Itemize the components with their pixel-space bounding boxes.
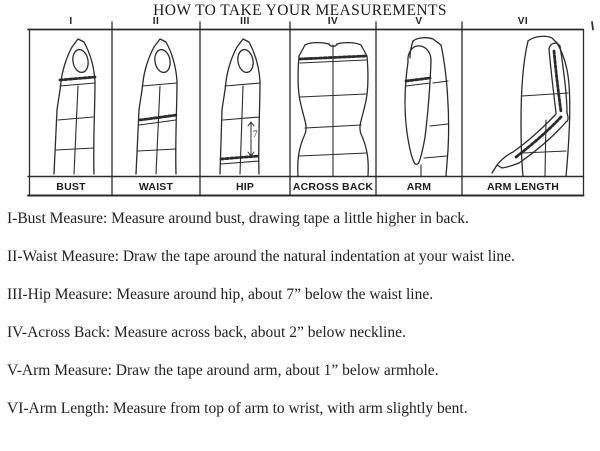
panel-numeral-1: I bbox=[69, 16, 73, 27]
figure-arm-length-icon bbox=[492, 36, 570, 176]
hand-shape bbox=[497, 152, 519, 168]
page-title: HOW TO TAKE YOUR MEASUREMENTS bbox=[153, 2, 447, 19]
seven-inch-arrow bbox=[248, 122, 254, 156]
instruction-across-back: IV-Across Back: Measure across back, about 2” below neckline. bbox=[7, 324, 406, 341]
panel-numeral-6: VI bbox=[517, 16, 529, 27]
instruction-arm: V-Arm Measure: Draw the tape around arm, about 1” below armhole. bbox=[7, 362, 439, 379]
bust-tape-line bbox=[60, 77, 95, 80]
panel-label-across-back: ACROSS BACK bbox=[292, 181, 374, 193]
seven-inch-annotation: 7 bbox=[253, 129, 258, 139]
panel-label-hip: HIP bbox=[235, 181, 255, 193]
figure-across-back-icon bbox=[298, 43, 368, 176]
panel-numeral-5: V bbox=[415, 16, 423, 27]
diagram-frame bbox=[28, 22, 593, 196]
figure-bust-icon bbox=[54, 39, 95, 174]
figure-waist-icon bbox=[136, 39, 177, 174]
measurement-diagram bbox=[0, 0, 600, 200]
diagram-line-art bbox=[0, 0, 600, 200]
figure-hip-icon bbox=[220, 39, 260, 174]
panel-label-arm: ARM bbox=[406, 181, 432, 193]
panel-numeral-3: III bbox=[240, 16, 250, 27]
figure-arm-icon bbox=[405, 38, 449, 176]
arm-tape-line bbox=[406, 78, 430, 81]
instruction-hip: III-Hip Measure: Measure around hip, about 7” below the waist line. bbox=[7, 286, 434, 303]
panel-numeral-4: IV bbox=[327, 16, 339, 27]
instruction-list bbox=[7, 211, 593, 439]
panel-label-bust: BUST bbox=[56, 181, 86, 193]
panel-numeral-2: II bbox=[152, 16, 160, 27]
panel-label-waist: WAIST bbox=[138, 181, 174, 193]
panel-label-arm-length: ARM LENGTH bbox=[487, 181, 559, 193]
instruction-arm-length: VI-Arm Length: Measure from top of arm to wrist, with arm slightly bent. bbox=[7, 400, 468, 417]
instruction-bust: I-Bust Measure: Measure around bust, drawing tape a little higher in back. bbox=[7, 210, 469, 227]
instruction-waist: II-Waist Measure: Draw the tape around the natural indentation at your waist line. bbox=[7, 248, 515, 265]
